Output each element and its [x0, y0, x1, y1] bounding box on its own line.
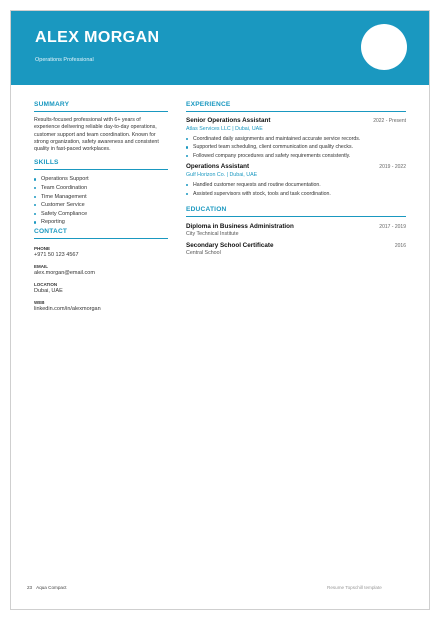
- job-entry: [186, 163, 406, 198]
- skills-heading: SKILLS: [34, 159, 168, 170]
- job-entry: [186, 117, 406, 160]
- skill-label: Time Management: [41, 193, 87, 200]
- bullet-icon: [34, 221, 36, 223]
- skill-item: [34, 184, 168, 193]
- duty-item: [186, 143, 406, 151]
- duty-text: Coordinated daily assignments and maintained accurate service records.: [193, 136, 361, 142]
- job-dates: 2022 - Present: [373, 118, 406, 124]
- degree-title: Secondary School Certificate: [186, 242, 274, 250]
- duty-item: [186, 135, 406, 143]
- bullet-icon: [186, 155, 188, 157]
- right-column: [186, 101, 406, 256]
- skill-item: [34, 210, 168, 219]
- experience-heading: EXPERIENCE: [186, 101, 406, 112]
- skill-label: Safety Compliance: [41, 210, 88, 217]
- school-name: Central School: [186, 250, 221, 257]
- job-duties: [186, 135, 406, 160]
- profile-photo-placeholder: [361, 24, 407, 70]
- degree-title: Diploma in Business Administration: [186, 223, 294, 231]
- left-column: [34, 101, 168, 312]
- skill-item: [34, 201, 168, 210]
- skill-label: Customer Service: [41, 202, 85, 209]
- skill-label: Reporting: [41, 219, 65, 226]
- education-dates: 2016: [394, 243, 406, 250]
- education-heading: EDUCATION: [186, 206, 406, 217]
- education-header: [186, 242, 406, 249]
- school-name: City Technical Institute: [186, 231, 239, 238]
- education-entry: [186, 223, 406, 237]
- email-value: alex.morgan@email.com: [34, 270, 95, 277]
- duty-text: Handled customer requests and routine documentation.: [193, 182, 321, 189]
- job-title: Operations Assistant: [186, 163, 250, 171]
- bullet-icon: [34, 178, 36, 180]
- job-header: [186, 163, 406, 170]
- duty-item: [186, 190, 406, 198]
- duty-text: Assisted supervisors with stock, tools and task coordination.: [193, 190, 331, 197]
- candidate-name: ALEX MORGAN: [35, 29, 160, 46]
- bullet-icon: [186, 146, 188, 148]
- phone-label: PHONE: [34, 246, 51, 252]
- skill-item: [34, 193, 168, 202]
- duty-text: Followed company procedures and safety requirements consistently.: [193, 152, 351, 159]
- location-label: LOCATION: [34, 282, 58, 288]
- skill-label: Team Coordination: [41, 185, 88, 192]
- bullet-icon: [186, 184, 188, 186]
- skill-label: Operations Support: [41, 176, 89, 183]
- footer-credit: Resume Topschill template: [327, 585, 382, 590]
- job-title: Senior Operations Assistant: [186, 117, 271, 124]
- bullet-icon: [34, 213, 36, 215]
- job-header: [186, 117, 406, 124]
- job-company: Atlas Services LLC | Dubai, UAE: [186, 126, 263, 132]
- footer-template-name: Aqua Compact: [36, 585, 67, 590]
- skill-item: [34, 175, 168, 184]
- web-value: linkedin.com/in/alexmorgan: [34, 306, 101, 313]
- job-company: Gulf Horizon Co. | Dubai, UAE: [186, 172, 258, 179]
- bullet-icon: [186, 138, 188, 140]
- footer-number: 23: [27, 585, 33, 590]
- summary-text: Results-focused professional with 6+ years of experience delivering reliable day-to-day operations, customer support and team coordination. Known for strong organization, safety awareness and consistent quality in fast-paced workplaces.: [34, 117, 159, 153]
- duty-item: [186, 181, 406, 189]
- summary-heading: SUMMARY: [34, 101, 168, 112]
- footer-template-label: [27, 585, 67, 590]
- duty-text: Supported team scheduling, client communication and quality checks.: [193, 144, 354, 151]
- bullet-icon: [34, 204, 36, 206]
- education-header: [186, 223, 406, 230]
- bullet-icon: [34, 187, 36, 189]
- education-entry: [186, 242, 406, 256]
- candidate-role: Operations Professional: [35, 57, 94, 63]
- contact-heading: CONTACT: [34, 228, 168, 239]
- location-value: Dubai, UAE: [34, 288, 63, 295]
- web-label: WEB: [34, 300, 45, 306]
- phone-value: +971 50 123 4567: [34, 252, 79, 259]
- resume-page: [10, 10, 430, 610]
- skills-list: [34, 175, 168, 227]
- bullet-icon: [34, 196, 36, 198]
- skill-item: [34, 218, 168, 227]
- education-dates: 2017 - 2019: [379, 224, 406, 231]
- duty-item: [186, 152, 406, 160]
- resume-header: [11, 11, 429, 85]
- email-label: EMAIL: [34, 264, 48, 270]
- job-duties: [186, 181, 406, 198]
- job-dates: 2019 - 2022: [379, 164, 406, 171]
- bullet-icon: [186, 193, 188, 195]
